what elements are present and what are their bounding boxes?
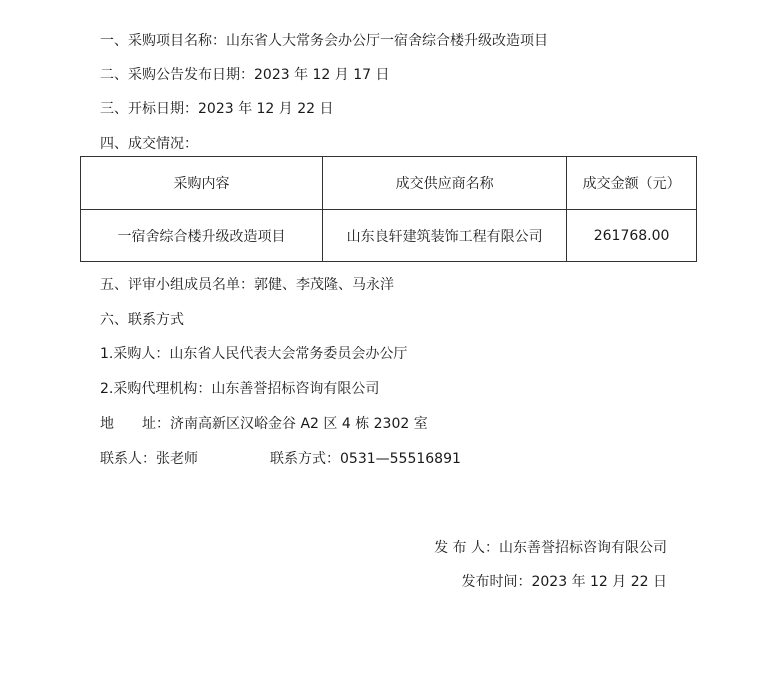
bid-opening-date-line: 三、开标日期：2023 年 12 月 22 日 xyxy=(100,101,334,117)
review-panel-line: 五、评审小组成员名单：郭健、李茂隆、马永洋 xyxy=(100,277,394,293)
deal-status-heading: 四、成交情况： xyxy=(100,136,198,152)
contact-line xyxy=(100,450,461,468)
table-row xyxy=(81,210,697,262)
deal-result-table xyxy=(80,156,697,262)
cell-supplier-name: 山东良轩建筑装饰工程有限公司 xyxy=(323,210,567,262)
publish-time-line: 发布时间：2023 年 12 月 22 日 xyxy=(461,574,667,590)
contact-person: 联系人：张老师 xyxy=(100,451,198,467)
purchaser-line: 1.采购人：山东省人民代表大会常务委员会办公厅 xyxy=(100,346,408,362)
address-line xyxy=(100,415,428,433)
address-value: 济南高新区汉峪金谷 A2 区 4 栋 2302 室 xyxy=(170,416,428,432)
announcement-date-line: 二、采购公告发布日期：2023 年 12 月 17 日 xyxy=(100,67,390,83)
address-label: 地 址： xyxy=(100,416,170,432)
agency-line: 2.采购代理机构：山东善誉招标咨询有限公司 xyxy=(100,381,380,397)
project-name-line: 一、采购项目名称：山东省人大常务会办公厅一宿舍综合楼升级改造项目 xyxy=(100,33,548,49)
contact-phone: 联系方式：0531—55516891 xyxy=(270,451,461,467)
header-supplier-name: 成交供应商名称 xyxy=(323,157,567,210)
contact-heading: 六、联系方式 xyxy=(100,312,184,328)
table-header-row xyxy=(81,157,697,210)
cell-purchase-content: 一宿舍综合楼升级改造项目 xyxy=(81,210,323,262)
cell-deal-amount: 261768.00 xyxy=(567,210,697,262)
header-purchase-content: 采购内容 xyxy=(81,157,323,210)
publisher-line: 发 布 人：山东善誉招标咨询有限公司 xyxy=(434,540,667,556)
header-deal-amount: 成交金额（元） xyxy=(567,157,697,210)
